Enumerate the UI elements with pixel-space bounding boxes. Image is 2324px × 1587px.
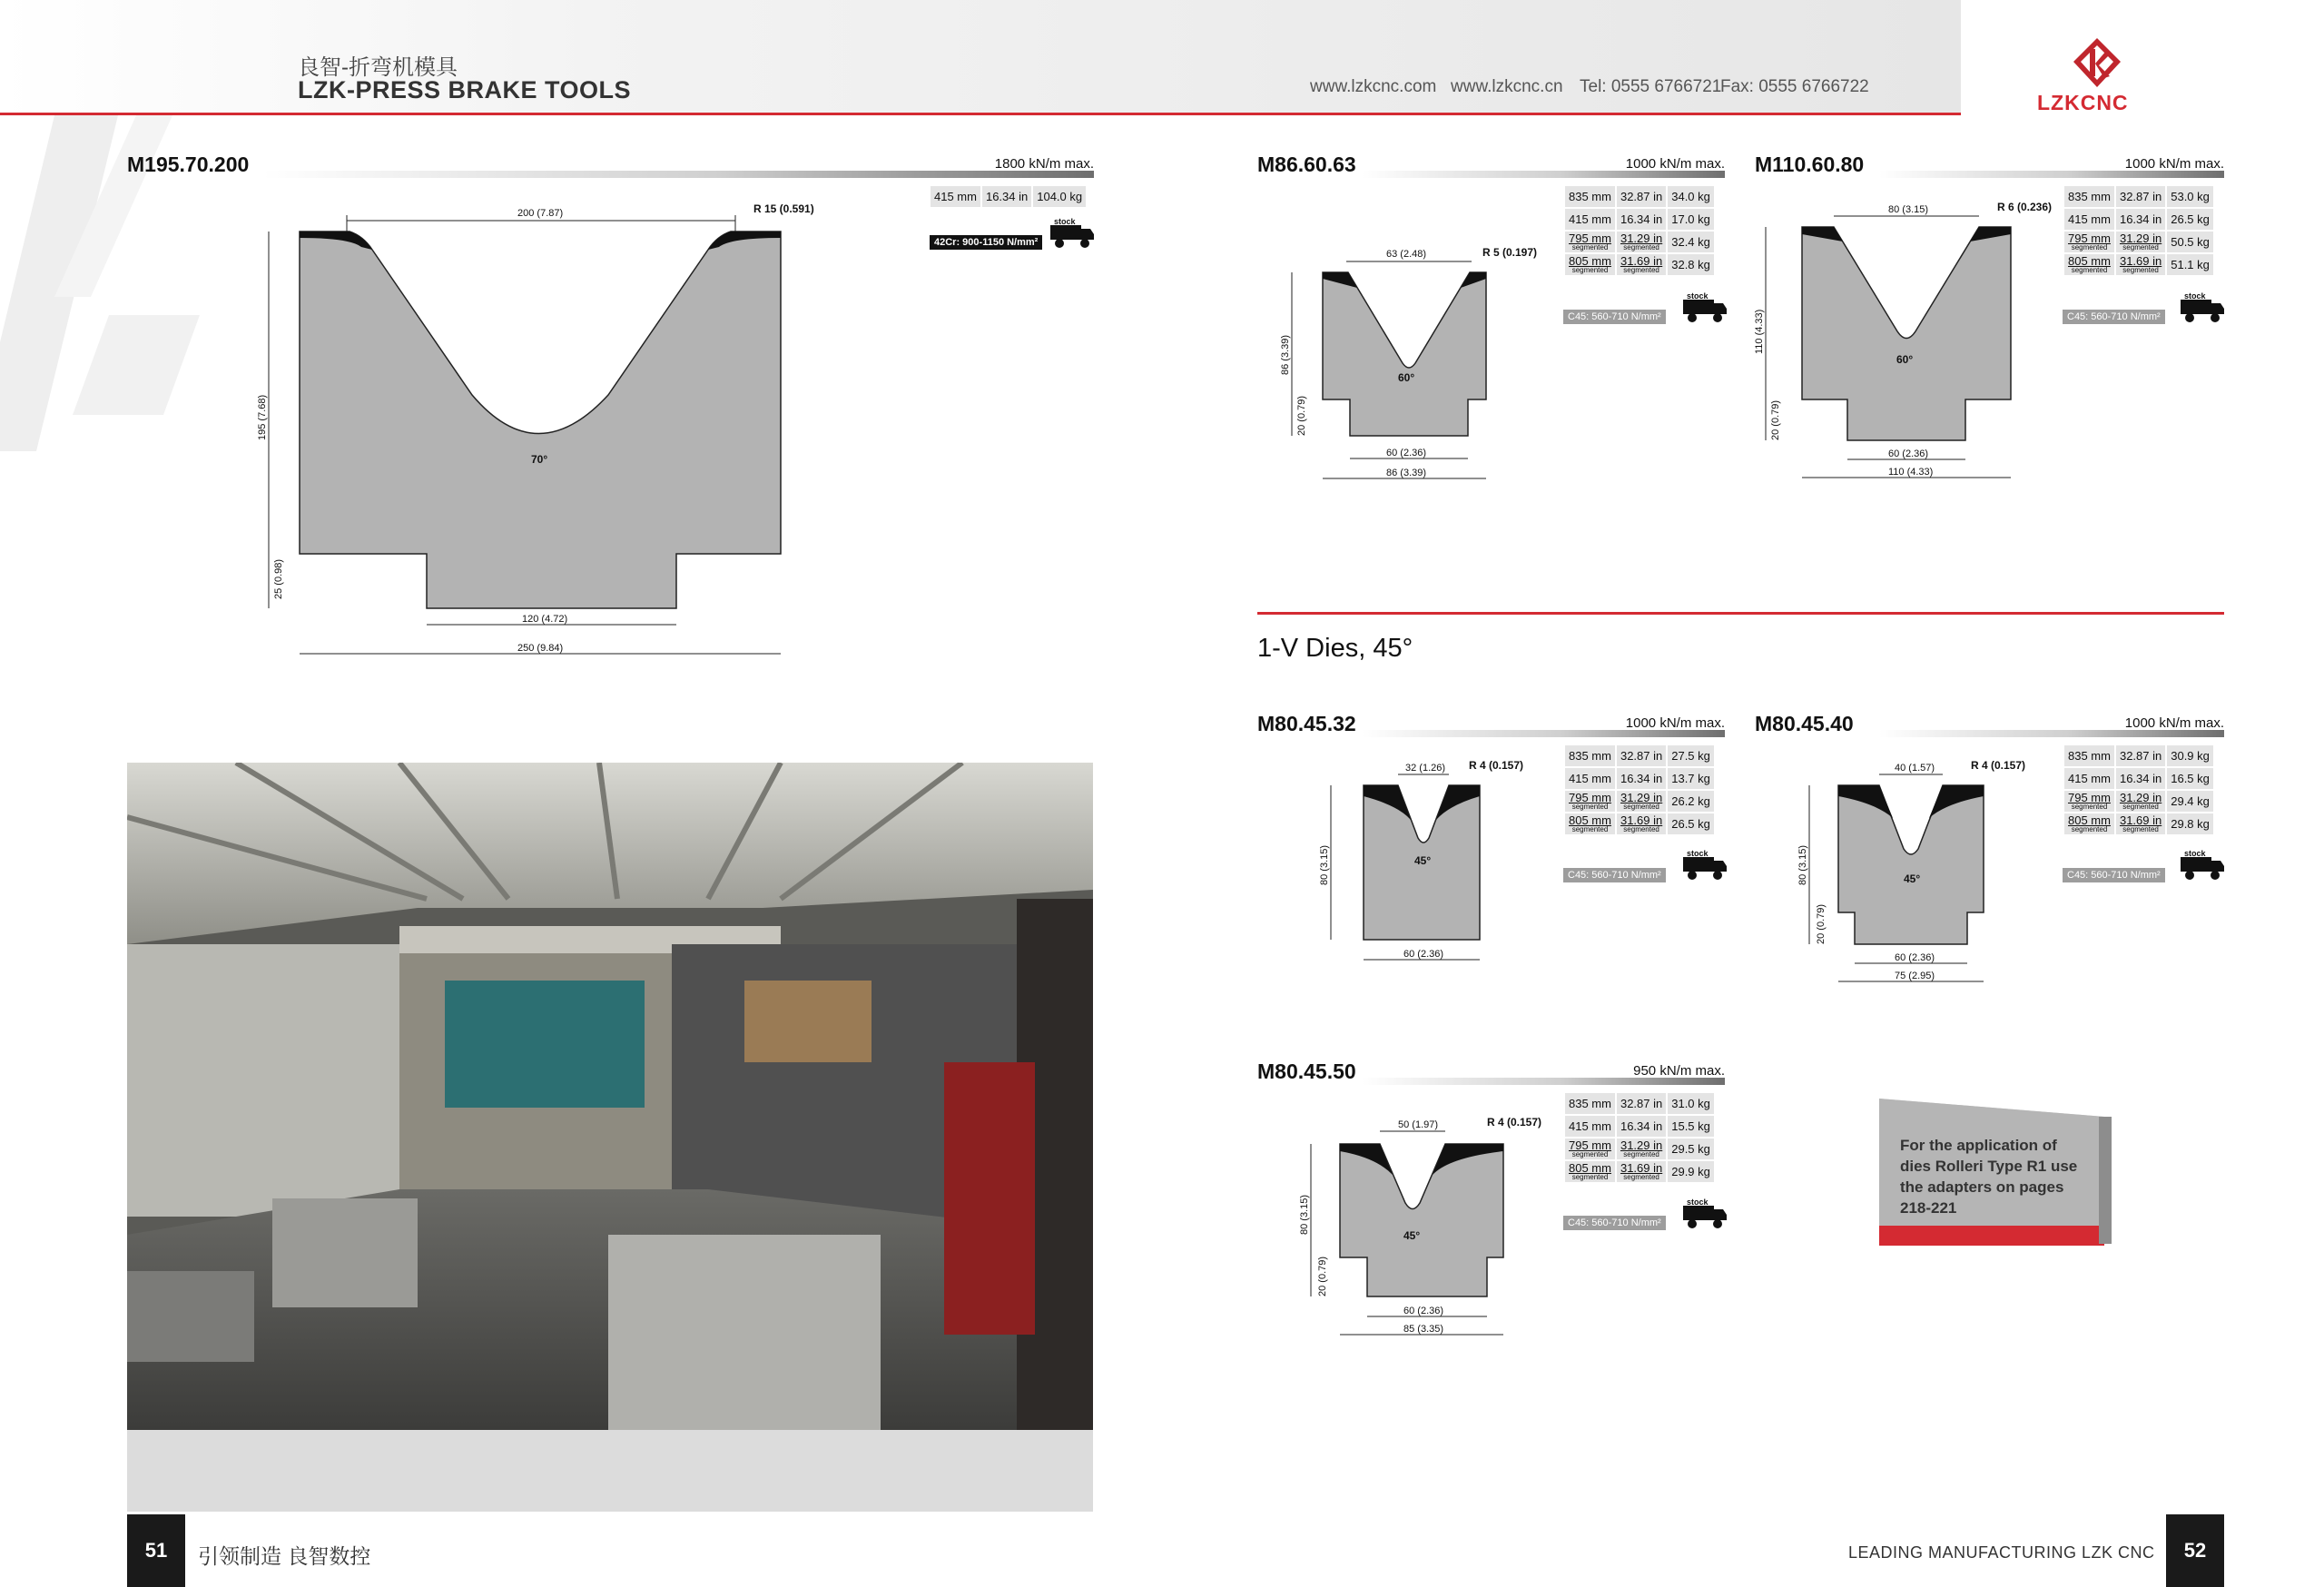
dim-top: 50 (1.97) xyxy=(1398,1119,1439,1130)
dim-radius: R 4 (0.157) xyxy=(1469,759,1524,772)
length-cell: 805 mm segmented xyxy=(1564,253,1616,276)
spec-table-m86 xyxy=(1563,184,1716,277)
dim-radius: R 4 (0.157) xyxy=(1971,759,2026,772)
weight-cell: 15.5 kg xyxy=(1667,1115,1715,1138)
tool-title-m195: M195.70.200 xyxy=(127,153,250,176)
dim-radius: R 15 (0.591) xyxy=(753,202,814,215)
die-drawing-m86 xyxy=(1275,241,1575,490)
website-link-cn[interactable]: www.lzkcnc.cn xyxy=(1451,77,1563,96)
tool-title-m8040: M80.45.40 xyxy=(1755,712,1854,735)
dim-tang-width: 120 (4.72) xyxy=(522,614,568,625)
dim-top: 80 (3.15) xyxy=(1888,204,1929,215)
angle-label: 45° xyxy=(1403,1229,1421,1242)
length-in-cell: 16.34 in xyxy=(2115,767,2166,790)
length-in-cell: 31.29 in segmented xyxy=(2115,790,2166,813)
company-logo-icon xyxy=(2072,36,2122,89)
title-bar xyxy=(1362,1078,1725,1085)
telephone: Tel: 0555 6766721 xyxy=(1580,77,1722,96)
stock-label: stock xyxy=(1687,850,1709,858)
weight-cell: 29.8 kg xyxy=(2166,813,2214,835)
weight-cell: 29.9 kg xyxy=(1667,1160,1715,1183)
weight-cell: 32.8 kg xyxy=(1667,253,1715,276)
dim-tang-width: 60 (2.36) xyxy=(1895,952,1935,963)
angle-label: 60° xyxy=(1896,353,1914,366)
material-badge: C45: 560-710 N/mm² xyxy=(2063,310,2165,324)
table-row xyxy=(1564,790,1715,813)
dim-width: 110 (4.33) xyxy=(1888,467,1934,478)
spec-table-m8032 xyxy=(1563,744,1716,836)
max-load: 1000 kN/m max. xyxy=(1625,156,1725,172)
weight-cell: 29.4 kg xyxy=(2166,790,2214,813)
weight-cell: 51.1 kg xyxy=(2166,253,2214,276)
table-row xyxy=(2063,790,2214,813)
stock-label: stock xyxy=(1687,1198,1709,1207)
photo-caption-band xyxy=(127,1430,1093,1512)
length-cell: 805 mm segmented xyxy=(1564,813,1616,835)
length-cell: 415 mm xyxy=(1564,208,1616,231)
dim-tang-height: 20 (0.79) xyxy=(1816,903,1827,944)
adapter-note-text: For the application of dies Rolleri Type R1 use the adapters on pages 218-221 xyxy=(1900,1137,2078,1217)
length-cell: 805 mm segmented xyxy=(2063,253,2115,276)
weight-cell: 26.2 kg xyxy=(1667,790,1715,813)
spec-table-m8050 xyxy=(1563,1091,1716,1184)
weight-cell: 29.5 kg xyxy=(1667,1138,1715,1160)
brand-title: LZK-PRESS BRAKE TOOLS xyxy=(298,76,632,104)
material-badge: C45: 560-710 N/mm² xyxy=(1563,868,1666,882)
stock-truck-icon xyxy=(1681,292,1728,330)
dim-top: 40 (1.57) xyxy=(1895,763,1935,774)
length-in-cell: 32.87 in xyxy=(1616,744,1667,767)
dim-tang-width: 60 (2.36) xyxy=(1888,448,1929,459)
table-row xyxy=(1564,1115,1715,1138)
tool-title-m86: M86.60.63 xyxy=(1257,153,1356,176)
dim-tang-width: 60 (2.36) xyxy=(1403,1306,1444,1316)
die-drawing-m8050 xyxy=(1289,1108,1580,1344)
table-row xyxy=(2063,231,2214,253)
table-row xyxy=(1564,744,1715,767)
length-cell: 795 mm segmented xyxy=(2063,231,2115,253)
tool-title-m8032: M80.45.32 xyxy=(1257,712,1356,735)
max-load: 1000 kN/m max. xyxy=(2124,715,2224,731)
dim-height: 110 (4.33) xyxy=(1754,309,1765,354)
dim-height: 80 (3.15) xyxy=(1299,1194,1310,1235)
dim-tang-width: 60 (2.36) xyxy=(1386,448,1427,458)
title-bar xyxy=(1362,171,1725,178)
weight-cell: 50.5 kg xyxy=(2166,231,2214,253)
length-in-cell: 31.69 in segmented xyxy=(2115,253,2166,276)
stock-truck-icon xyxy=(2179,850,2226,887)
logo-text: LZKCNC xyxy=(2037,91,2129,114)
table-row xyxy=(2063,185,2214,208)
title-bar xyxy=(1879,171,2224,178)
weight-cell: 104.0 kg xyxy=(1032,185,1087,208)
weight-cell: 32.4 kg xyxy=(1667,231,1715,253)
material-badge: 42Cr: 900-1150 N/mm² xyxy=(930,235,1042,250)
length-cell: 415 mm xyxy=(1564,767,1616,790)
length-in-cell: 31.69 in segmented xyxy=(1616,1160,1667,1183)
dim-tang-height: 20 (0.79) xyxy=(1317,1256,1328,1296)
spec-table-m195 xyxy=(929,184,1088,209)
dim-width: 250 (9.84) xyxy=(517,643,564,654)
length-cell: 415 mm xyxy=(1564,1115,1616,1138)
length-in-cell: 31.29 in segmented xyxy=(1616,1138,1667,1160)
material-badge: C45: 560-710 N/mm² xyxy=(2063,868,2165,882)
length-in-cell: 32.87 in xyxy=(2115,185,2166,208)
section-title: 1-V Dies, 45° xyxy=(1257,634,1413,663)
stock-truck-icon xyxy=(1049,218,1096,255)
weight-cell: 26.5 kg xyxy=(1667,813,1715,835)
dim-tang-height: 20 (0.79) xyxy=(1770,399,1781,440)
length-cell: 795 mm segmented xyxy=(1564,231,1616,253)
table-row xyxy=(1564,185,1715,208)
die-drawing-m8040 xyxy=(1793,758,2065,994)
angle-label: 70° xyxy=(531,453,548,466)
table-row xyxy=(930,185,1087,208)
stock-truck-icon xyxy=(1681,1198,1728,1236)
length-in-cell: 31.69 in segmented xyxy=(2115,813,2166,835)
brand-chinese: 良智-折弯机模具 xyxy=(298,55,458,80)
angle-label: 45° xyxy=(1904,872,1921,885)
section-rule xyxy=(1257,612,2224,615)
dim-width: 85 (3.35) xyxy=(1403,1324,1444,1335)
title-bar xyxy=(1879,730,2224,737)
dim-top: 63 (2.48) xyxy=(1386,249,1427,260)
dim-radius: R 5 (0.197) xyxy=(1482,246,1538,259)
dim-width: 75 (2.95) xyxy=(1895,971,1935,981)
max-load: 1000 kN/m max. xyxy=(2124,156,2224,172)
dim-top: 32 (1.26) xyxy=(1405,763,1446,774)
title-bar xyxy=(1362,730,1725,737)
length-cell: 415 mm xyxy=(2063,767,2115,790)
max-load: 1000 kN/m max. xyxy=(1625,715,1725,731)
die-drawing-m8032 xyxy=(1307,758,1580,976)
spec-table-m110 xyxy=(2063,184,2215,277)
tool-title-m110: M110.60.80 xyxy=(1755,153,1865,176)
table-row xyxy=(1564,813,1715,835)
length-cell: 835 mm xyxy=(1564,1092,1616,1115)
length-cell: 835 mm xyxy=(1564,744,1616,767)
length-cell: 795 mm segmented xyxy=(2063,790,2115,813)
dim-height: 195 (7.68) xyxy=(257,394,268,440)
table-row xyxy=(1564,1160,1715,1183)
weight-cell: 53.0 kg xyxy=(2166,185,2214,208)
tool-title-m8050: M80.45.50 xyxy=(1257,1060,1356,1083)
page-header xyxy=(0,0,1961,115)
length-in-cell: 16.34 in xyxy=(1616,1115,1667,1138)
die-drawing-m110 xyxy=(1748,200,2074,490)
length-in-cell: 31.69 in segmented xyxy=(1616,253,1667,276)
length-in-cell: 31.29 in segmented xyxy=(1616,790,1667,813)
dim-height: 80 (3.15) xyxy=(1319,844,1330,885)
weight-cell: 34.0 kg xyxy=(1667,185,1715,208)
length-in-cell: 31.29 in segmented xyxy=(2115,231,2166,253)
footer-slogan-en: LEADING MANUFACTURING LZK CNC xyxy=(1848,1543,2155,1562)
weight-cell: 27.5 kg xyxy=(1667,744,1715,767)
dim-width: 86 (3.39) xyxy=(1386,468,1427,478)
dim-tang-height: 25 (0.98) xyxy=(273,558,284,599)
angle-label: 45° xyxy=(1414,854,1432,867)
table-row xyxy=(1564,767,1715,790)
footer-slogan-cn: 引领制造 良智数控 xyxy=(198,1544,371,1568)
weight-cell: 17.0 kg xyxy=(1667,208,1715,231)
length-cell: 415 mm xyxy=(930,185,981,208)
dim-tang-height: 20 (0.79) xyxy=(1296,395,1307,436)
workshop-photo xyxy=(127,763,1093,1430)
table-row xyxy=(1564,208,1715,231)
length-cell: 835 mm xyxy=(2063,744,2115,767)
length-cell: 835 mm xyxy=(1564,185,1616,208)
length-cell: 415 mm xyxy=(2063,208,2115,231)
length-cell: 795 mm segmented xyxy=(1564,1138,1616,1160)
dim-radius: R 6 (0.236) xyxy=(1997,201,2053,213)
weight-cell: 16.5 kg xyxy=(2166,767,2214,790)
length-in-cell: 32.87 in xyxy=(1616,1092,1667,1115)
stock-label: stock xyxy=(2184,850,2206,858)
length-in-cell: 16.34 in xyxy=(2115,208,2166,231)
table-row xyxy=(2063,813,2214,835)
length-cell: 795 mm segmented xyxy=(1564,790,1616,813)
length-in-cell: 16.34 in xyxy=(981,185,1032,208)
length-in-cell: 31.69 in segmented xyxy=(1616,813,1667,835)
table-row xyxy=(2063,208,2214,231)
table-row xyxy=(2063,767,2214,790)
max-load: 1800 kN/m max. xyxy=(994,156,1094,172)
header-rule xyxy=(0,113,1961,115)
table-row xyxy=(2063,253,2214,276)
title-bar xyxy=(263,171,1094,178)
die-drawing-m195 xyxy=(245,200,844,667)
weight-cell: 26.5 kg xyxy=(2166,208,2214,231)
website-link-com[interactable]: www.lzkcnc.com xyxy=(1310,77,1437,96)
stock-label: stock xyxy=(1687,292,1709,301)
length-cell: 805 mm segmented xyxy=(1564,1160,1616,1183)
stock-label: stock xyxy=(2184,292,2206,301)
angle-label: 60° xyxy=(1398,371,1415,384)
table-row xyxy=(1564,1092,1715,1115)
table-row xyxy=(2063,744,2214,767)
dim-top: 200 (7.87) xyxy=(517,208,564,219)
length-in-cell: 32.87 in xyxy=(2115,744,2166,767)
weight-cell: 31.0 kg xyxy=(1667,1092,1715,1115)
length-in-cell: 31.29 in segmented xyxy=(1616,231,1667,253)
dim-height: 80 (3.15) xyxy=(1797,844,1808,885)
length-in-cell: 32.87 in xyxy=(1616,185,1667,208)
max-load: 950 kN/m max. xyxy=(1633,1063,1725,1079)
stock-truck-icon xyxy=(2179,292,2226,330)
material-badge: C45: 560-710 N/mm² xyxy=(1563,1216,1666,1230)
dim-radius: R 4 (0.157) xyxy=(1487,1116,1542,1129)
length-cell: 835 mm xyxy=(2063,185,2115,208)
material-badge: C45: 560-710 N/mm² xyxy=(1563,310,1666,324)
length-in-cell: 16.34 in xyxy=(1616,208,1667,231)
table-row xyxy=(1564,1138,1715,1160)
table-row xyxy=(1564,253,1715,276)
length-cell: 805 mm segmented xyxy=(2063,813,2115,835)
stock-truck-icon xyxy=(1681,850,1728,887)
stock-label: stock xyxy=(1054,218,1076,226)
weight-cell: 13.7 kg xyxy=(1667,767,1715,790)
page-number-right: 52 xyxy=(2166,1514,2224,1587)
length-in-cell: 16.34 in xyxy=(1616,767,1667,790)
dim-height: 86 (3.39) xyxy=(1280,334,1291,375)
page-number-left: 51 xyxy=(127,1514,185,1587)
table-row xyxy=(1564,231,1715,253)
fax: Fax: 0555 6766722 xyxy=(1720,77,1869,96)
weight-cell: 30.9 kg xyxy=(2166,744,2214,767)
dim-width: 60 (2.36) xyxy=(1403,949,1444,960)
spec-table-m8040 xyxy=(2063,744,2215,836)
